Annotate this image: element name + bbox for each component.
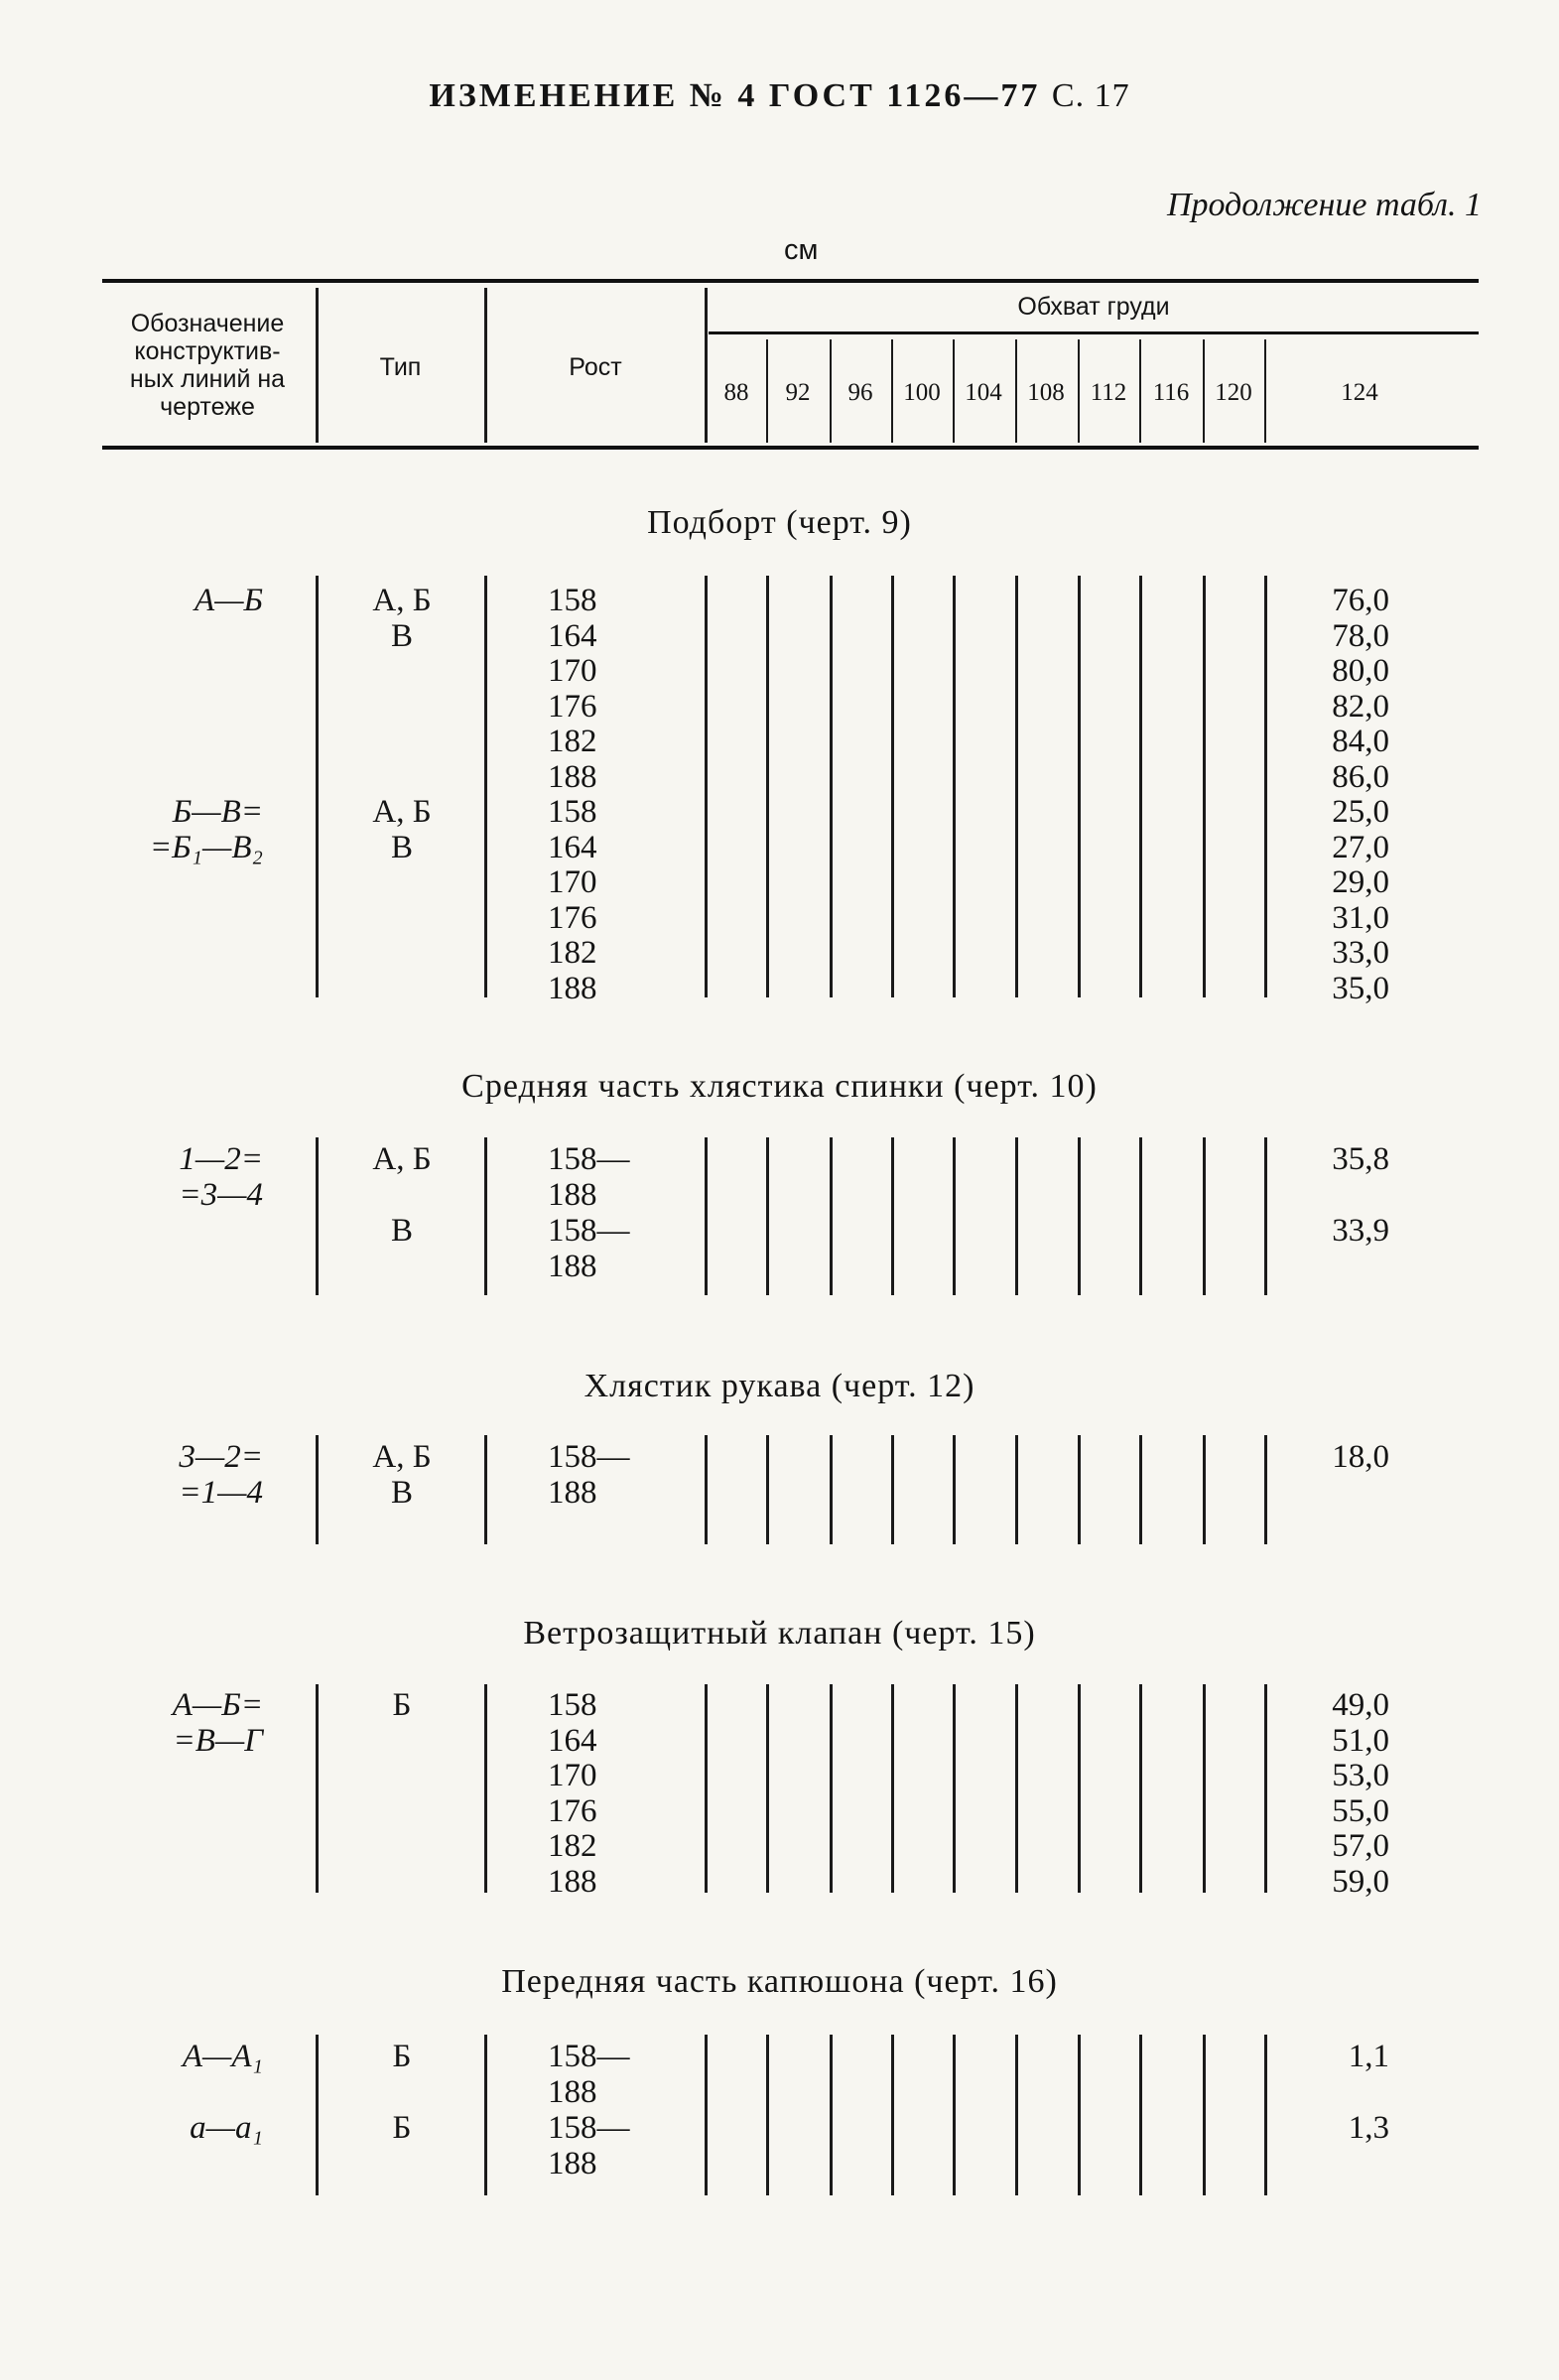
height-value: 188 (548, 1248, 597, 1284)
column-line (891, 1684, 894, 1893)
height-value: 158— (548, 1141, 630, 1177)
measurement-value: 33,9 (1332, 1213, 1389, 1249)
height-value: 158— (548, 1213, 630, 1249)
column-header-size: 116 (1152, 379, 1190, 406)
column-line (953, 1684, 956, 1893)
garment-type: Б (392, 1687, 412, 1723)
column-line (316, 1137, 319, 1295)
height-value: 164 (548, 617, 597, 654)
measurement-value: 35,8 (1332, 1141, 1389, 1177)
column-header-size: 108 (1027, 379, 1065, 406)
measurement-value: 51,0 (1332, 1722, 1389, 1759)
column-line (484, 1137, 487, 1295)
page-number: С. 17 (1051, 77, 1130, 114)
size-column-divider (1015, 339, 1017, 443)
column-line (1139, 1684, 1142, 1893)
column-line (1264, 1684, 1267, 1893)
garment-type: Б (392, 2110, 412, 2146)
column-line (830, 2035, 833, 2195)
height-value: 170 (548, 653, 597, 689)
measurement-value: 18,0 (1332, 1439, 1389, 1475)
column-line (830, 576, 833, 997)
height-value: 158 (548, 583, 597, 618)
line-designation: А—Б= =В—Г (172, 1687, 263, 1759)
line-designation: 3—2= =1—4 (179, 1439, 263, 1511)
height-value: 158 (548, 794, 597, 830)
column-line (953, 2035, 956, 2195)
column-line (1203, 2035, 1206, 2195)
column-line (830, 1137, 833, 1295)
table-header-bottom-rule (102, 446, 1479, 450)
column-header-size: 100 (903, 379, 941, 406)
measurement-value: 1,1 (1348, 2039, 1389, 2074)
column-line (1139, 1435, 1142, 1544)
measurement-value: 53,0 (1332, 1758, 1389, 1793)
column-line (891, 1137, 894, 1295)
height-value: 188 (548, 1176, 597, 1213)
page-title (0, 77, 1559, 115)
column-line (1078, 576, 1081, 997)
size-column-divider (953, 339, 955, 443)
measurement-value: 55,0 (1332, 1792, 1389, 1829)
height-value: 170 (548, 864, 597, 900)
size-column-divider (1264, 339, 1266, 443)
column-header-designation (102, 310, 313, 421)
column-line (1264, 2035, 1267, 2195)
column-line (1139, 576, 1142, 997)
height-value: 158— (548, 1439, 630, 1475)
garment-type: А, Б (372, 1141, 432, 1177)
table-top-rule (102, 279, 1479, 283)
height-value: 158— (548, 2110, 630, 2146)
column-header-designation-line: ных линий на (129, 365, 286, 393)
section-title: Средняя часть хлястика спинки (черт. 10) (461, 1068, 1098, 1105)
column-line (705, 1435, 708, 1544)
column-line (484, 1435, 487, 1544)
measurement-value: 80,0 (1332, 653, 1389, 689)
column-line (1264, 1435, 1267, 1544)
height-value: 176 (548, 1792, 597, 1829)
measurement-value: 1,3 (1348, 2110, 1389, 2146)
column-line (766, 1137, 769, 1295)
column-line (1015, 1137, 1018, 1295)
column-line (1203, 1137, 1206, 1295)
height-value: 182 (548, 1828, 597, 1864)
measurement-value: 78,0 (1332, 617, 1389, 654)
column-line (1078, 1137, 1081, 1295)
measurement-value: 57,0 (1332, 1828, 1389, 1864)
garment-type: В (390, 1213, 413, 1249)
chest-group-rule (709, 331, 1479, 334)
column-line (1015, 1684, 1018, 1893)
column-line (316, 2035, 319, 2195)
measurement-value: 59,0 (1332, 1863, 1389, 1900)
height-value: 170 (548, 1758, 597, 1793)
section-title: Хлястик рукава (черт. 12) (584, 1368, 975, 1404)
measurement-value: 49,0 (1332, 1687, 1389, 1723)
header-divider (705, 288, 708, 443)
line-designation: а—а₁ (190, 2110, 263, 2146)
column-line (1015, 1435, 1018, 1544)
height-value: 158— (548, 2039, 630, 2074)
column-header-chest: Обхват груди (1017, 293, 1170, 321)
column-line (891, 1435, 894, 1544)
size-column-divider (1203, 339, 1205, 443)
column-line (484, 2035, 487, 2195)
column-line (830, 1684, 833, 1893)
column-line (1203, 1684, 1206, 1893)
column-line (953, 576, 956, 997)
height-value: 188 (548, 758, 597, 795)
column-header-size: 124 (1341, 379, 1378, 406)
measurement-value: 76,0 (1332, 583, 1389, 618)
size-column-divider (1078, 339, 1080, 443)
measurement-value: 35,0 (1332, 970, 1389, 1006)
column-line (316, 1684, 319, 1893)
column-header-size: 120 (1215, 379, 1252, 406)
column-line (1078, 2035, 1081, 2195)
column-line (766, 576, 769, 997)
column-line (484, 576, 487, 997)
height-value: 188 (548, 1474, 597, 1511)
column-line (705, 1137, 708, 1295)
column-line (766, 1684, 769, 1893)
garment-type: Б (392, 2039, 412, 2074)
size-column-divider (766, 339, 768, 443)
measurement-value: 31,0 (1332, 899, 1389, 936)
column-line (1203, 576, 1206, 997)
section-title: Передняя часть капюшона (черт. 16) (501, 1963, 1058, 2000)
column-header-designation-line: чертеже (160, 393, 255, 421)
height-value: 188 (548, 2145, 597, 2182)
column-line (316, 576, 319, 997)
column-line (316, 1435, 319, 1544)
size-column-divider (1139, 339, 1141, 443)
column-header-size: 96 (847, 379, 873, 406)
measurement-value: 33,0 (1332, 935, 1389, 971)
column-line (953, 1435, 956, 1544)
height-value: 182 (548, 935, 597, 971)
garment-type: А, Б В (372, 1439, 432, 1511)
column-line (1078, 1435, 1081, 1544)
section-title: Подборт (черт. 9) (647, 504, 912, 541)
column-header-type: Тип (379, 353, 422, 381)
column-header-height: Рост (569, 353, 622, 381)
column-line (484, 1684, 487, 1893)
measurement-value: 27,0 (1332, 829, 1389, 865)
measurement-value: 84,0 (1332, 724, 1389, 759)
height-value: 158 (548, 1687, 597, 1723)
column-header-size: 112 (1090, 379, 1127, 406)
line-designation: А—А₁ (182, 2039, 263, 2074)
column-line (1139, 1137, 1142, 1295)
height-value: 188 (548, 970, 597, 1006)
height-value: 176 (548, 899, 597, 936)
column-line (1015, 2035, 1018, 2195)
column-line (830, 1435, 833, 1544)
column-line (705, 576, 708, 997)
column-line (953, 1137, 956, 1295)
column-header-size: 104 (965, 379, 1002, 406)
column-line (1015, 576, 1018, 997)
column-line (705, 1684, 708, 1893)
document-title: ИЗМЕНЕНИЕ № 4 ГОСТ 1126—77 (429, 77, 1041, 114)
column-line (1264, 576, 1267, 997)
column-line (891, 576, 894, 997)
height-value: 164 (548, 829, 597, 865)
column-line (766, 2035, 769, 2195)
column-header-size: 92 (785, 379, 811, 406)
column-line (766, 1435, 769, 1544)
height-value: 164 (548, 1722, 597, 1759)
measurement-value: 25,0 (1332, 794, 1389, 830)
column-line (705, 2035, 708, 2195)
height-value: 176 (548, 688, 597, 725)
column-header-size: 88 (723, 379, 749, 406)
size-column-divider (830, 339, 832, 443)
column-line (1139, 2035, 1142, 2195)
column-header-designation-line: конструктив- (134, 337, 281, 365)
measurement-value: 86,0 (1332, 758, 1389, 795)
measurement-value: 29,0 (1332, 864, 1389, 900)
line-designation: 1—2= =3—4 (179, 1141, 263, 1213)
unit-label: см (784, 234, 819, 266)
height-value: 182 (548, 724, 597, 759)
garment-type: А, Б В (372, 583, 432, 654)
column-line (1203, 1435, 1206, 1544)
table-continuation-label: Продолжение табл. 1 (1166, 187, 1482, 223)
line-designation: Б—В= =Б₁—В₂ (149, 794, 263, 865)
garment-type: А, Б В (372, 794, 432, 865)
column-line (891, 2035, 894, 2195)
measurement-value: 82,0 (1332, 688, 1389, 725)
height-value: 188 (548, 1863, 597, 1900)
height-value: 188 (548, 2073, 597, 2110)
section-title: Ветрозащитный клапан (черт. 15) (523, 1615, 1036, 1652)
column-line (1264, 1137, 1267, 1295)
column-line (1078, 1684, 1081, 1893)
line-designation: А—Б (195, 583, 263, 618)
size-column-divider (891, 339, 893, 443)
column-header-designation-line: Обозначение (130, 310, 285, 337)
